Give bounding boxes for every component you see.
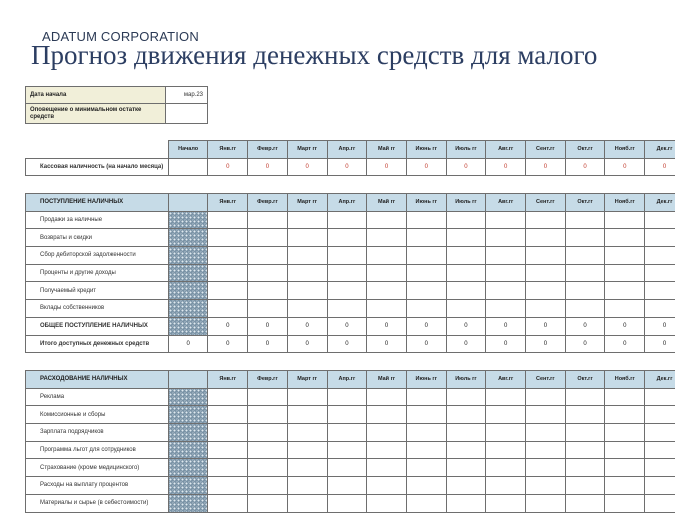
table-cell[interactable]: 0 xyxy=(168,335,208,353)
month-header: Сент.гг xyxy=(526,371,566,389)
month-header: Апр.гг xyxy=(327,141,367,159)
table-cell[interactable] xyxy=(327,229,367,247)
month-header: Янв.гг xyxy=(208,141,248,159)
table-cell[interactable] xyxy=(406,441,446,459)
table-cell[interactable] xyxy=(367,211,407,229)
month-header: Авг.гг xyxy=(486,371,526,389)
cash-on-hand-label: Кассовая наличность (на начало месяца) xyxy=(26,158,169,176)
table-cell[interactable] xyxy=(406,477,446,495)
table-cell[interactable] xyxy=(208,477,248,495)
table-cell[interactable] xyxy=(446,406,486,424)
pattern-cell xyxy=(168,247,208,265)
table-cell[interactable] xyxy=(367,282,407,300)
table-cell[interactable] xyxy=(248,282,288,300)
expenses-section-label: РАСХОДОВАНИЕ НАЛИЧНЫХ xyxy=(26,371,169,389)
row-label: Комиссионные и сборы xyxy=(26,406,169,424)
table-cell[interactable] xyxy=(367,229,407,247)
table-cell[interactable] xyxy=(168,158,208,176)
table-cell[interactable] xyxy=(327,406,367,424)
table-cell[interactable] xyxy=(526,459,566,477)
table-cell[interactable] xyxy=(327,264,367,282)
table-cell[interactable] xyxy=(406,264,446,282)
table-cell[interactable] xyxy=(565,424,605,442)
pattern-cell xyxy=(168,264,208,282)
total-receipts-label: ОБЩЕЕ ПОСТУПЛЕНИЕ НАЛИЧНЫХ xyxy=(26,317,169,335)
table-cell[interactable] xyxy=(446,282,486,300)
month-header: Дек.гг xyxy=(645,194,675,212)
month-header: Авг.гг xyxy=(486,194,526,212)
table-cell[interactable] xyxy=(287,300,327,318)
table-cell[interactable] xyxy=(565,477,605,495)
table-cell[interactable] xyxy=(208,211,248,229)
expense-rows xyxy=(26,388,675,512)
table-cell[interactable] xyxy=(367,264,407,282)
table-cell[interactable]: 0 xyxy=(526,317,566,335)
table-cell[interactable]: 0 xyxy=(208,317,248,335)
pattern-cell xyxy=(168,388,208,406)
cash-header-row xyxy=(26,141,675,159)
month-header: Окт.гг xyxy=(565,371,605,389)
table-cell[interactable] xyxy=(287,229,327,247)
table-cell[interactable] xyxy=(605,459,645,477)
table-cell[interactable] xyxy=(208,282,248,300)
table-cell[interactable] xyxy=(367,424,407,442)
row-label: Вклады собственников xyxy=(26,300,169,318)
month-header: Окт.гг xyxy=(565,141,605,159)
table-cell[interactable] xyxy=(208,247,248,265)
table-cell[interactable] xyxy=(248,247,288,265)
table-cell[interactable]: 0 xyxy=(327,317,367,335)
cash-on-hand-table xyxy=(25,140,675,176)
table-row xyxy=(26,388,675,406)
table-cell[interactable] xyxy=(526,406,566,424)
table-cell[interactable] xyxy=(208,264,248,282)
table-cell[interactable] xyxy=(446,441,486,459)
month-header: Февр.гг xyxy=(248,141,288,159)
row-label: Страхование (кроме медицинского) xyxy=(26,459,169,477)
table-row xyxy=(26,300,675,318)
table-cell[interactable]: 0 xyxy=(248,158,288,176)
cash-paid-out-table xyxy=(25,370,675,513)
table-cell[interactable]: 0 xyxy=(645,317,675,335)
table-cell[interactable] xyxy=(486,388,526,406)
row-label: Реклама xyxy=(26,388,169,406)
table-cell[interactable] xyxy=(486,264,526,282)
min-balance-value[interactable] xyxy=(166,104,208,124)
table-cell[interactable] xyxy=(248,406,288,424)
month-header: Июль гг xyxy=(446,194,486,212)
table-cell[interactable] xyxy=(367,300,407,318)
cash-on-hand-row xyxy=(26,158,675,176)
table-cell[interactable] xyxy=(526,424,566,442)
table-cell[interactable]: 0 xyxy=(248,335,288,353)
info-table xyxy=(25,86,208,124)
table-cell[interactable] xyxy=(526,282,566,300)
table-cell[interactable] xyxy=(565,441,605,459)
table-cell[interactable]: 0 xyxy=(565,158,605,176)
table-cell[interactable] xyxy=(287,247,327,265)
min-balance-label: Оповещение о минимальном остатке средств xyxy=(26,104,166,124)
table-cell[interactable] xyxy=(605,406,645,424)
table-cell[interactable] xyxy=(526,388,566,406)
table-cell[interactable] xyxy=(605,441,645,459)
table-cell[interactable] xyxy=(645,229,675,247)
table-row xyxy=(26,282,675,300)
table-cell[interactable]: 0 xyxy=(526,335,566,353)
month-header: Янв.гг xyxy=(208,194,248,212)
table-cell[interactable] xyxy=(486,247,526,265)
table-cell[interactable] xyxy=(287,459,327,477)
table-row xyxy=(26,494,675,512)
table-cell[interactable] xyxy=(248,211,288,229)
table-cell[interactable] xyxy=(605,388,645,406)
month-header: Март гг xyxy=(287,371,327,389)
table-cell[interactable] xyxy=(248,477,288,495)
table-cell[interactable]: 0 xyxy=(446,317,486,335)
table-cell[interactable]: 0 xyxy=(565,335,605,353)
month-header: Май гг xyxy=(367,371,407,389)
table-cell[interactable] xyxy=(406,229,446,247)
table-cell[interactable] xyxy=(645,282,675,300)
table-cell[interactable] xyxy=(645,424,675,442)
table-cell[interactable] xyxy=(605,264,645,282)
table-row xyxy=(26,406,675,424)
header-cell xyxy=(168,194,208,212)
pattern-cell xyxy=(168,300,208,318)
table-cell[interactable] xyxy=(565,211,605,229)
table-cell[interactable] xyxy=(605,477,645,495)
table-cell[interactable] xyxy=(248,388,288,406)
month-header: Нояб.гг xyxy=(605,194,645,212)
header-cell xyxy=(168,371,208,389)
table-cell[interactable] xyxy=(486,441,526,459)
month-header: Нояб.гг xyxy=(605,371,645,389)
table-cell[interactable]: 0 xyxy=(208,158,248,176)
month-header: Нояб.гг xyxy=(605,141,645,159)
table-cell[interactable] xyxy=(565,247,605,265)
table-cell[interactable]: 0 xyxy=(327,335,367,353)
table-cell[interactable]: 0 xyxy=(406,335,446,353)
blank-cell xyxy=(26,141,169,159)
month-header: Июнь гг xyxy=(406,371,446,389)
table-cell[interactable] xyxy=(605,494,645,512)
table-cell[interactable] xyxy=(208,459,248,477)
table-cell[interactable] xyxy=(287,282,327,300)
table-cell[interactable] xyxy=(446,388,486,406)
table-cell[interactable] xyxy=(605,229,645,247)
table-cell[interactable] xyxy=(526,229,566,247)
receipts-rows xyxy=(26,211,675,317)
table-cell[interactable] xyxy=(208,406,248,424)
table-cell[interactable] xyxy=(526,477,566,495)
table-cell[interactable] xyxy=(605,424,645,442)
table-cell[interactable]: 0 xyxy=(327,158,367,176)
month-header: Февр.гг xyxy=(248,194,288,212)
table-row xyxy=(26,264,675,282)
table-cell[interactable] xyxy=(248,494,288,512)
table-row xyxy=(26,247,675,265)
table-cell[interactable] xyxy=(406,300,446,318)
table-cell[interactable]: 0 xyxy=(287,335,327,353)
pattern-cell xyxy=(168,494,208,512)
page-title: Прогноз движения денежных средств для малого xyxy=(31,40,598,70)
table-cell[interactable]: 0 xyxy=(605,158,645,176)
table-cell[interactable] xyxy=(446,300,486,318)
table-cell[interactable] xyxy=(406,424,446,442)
table-cell[interactable] xyxy=(486,211,526,229)
table-cell[interactable]: 0 xyxy=(406,158,446,176)
table-cell[interactable]: 0 xyxy=(208,335,248,353)
table-cell[interactable] xyxy=(526,264,566,282)
table-cell[interactable] xyxy=(287,477,327,495)
pattern-cell xyxy=(168,211,208,229)
table-cell[interactable] xyxy=(406,388,446,406)
table-cell[interactable] xyxy=(526,211,566,229)
table-cell[interactable] xyxy=(645,406,675,424)
month-header: Сент.гг xyxy=(526,141,566,159)
table-cell[interactable] xyxy=(486,229,526,247)
table-cell[interactable]: 0 xyxy=(248,317,288,335)
table-row xyxy=(26,211,675,229)
table-cell[interactable] xyxy=(406,406,446,424)
table-row xyxy=(26,459,675,477)
table-cell[interactable] xyxy=(248,264,288,282)
table-cell[interactable] xyxy=(327,388,367,406)
table-cell[interactable] xyxy=(327,424,367,442)
table-cell[interactable] xyxy=(486,459,526,477)
month-header: Окт.гг xyxy=(565,194,605,212)
table-cell[interactable] xyxy=(526,247,566,265)
table-cell[interactable] xyxy=(367,494,407,512)
table-cell[interactable] xyxy=(565,264,605,282)
table-cell[interactable]: 0 xyxy=(367,158,407,176)
table-cell[interactable] xyxy=(645,300,675,318)
table-cell[interactable] xyxy=(446,247,486,265)
table-cell[interactable] xyxy=(565,282,605,300)
table-cell[interactable]: 0 xyxy=(645,158,675,176)
table-cell[interactable]: 0 xyxy=(486,158,526,176)
table-cell[interactable] xyxy=(486,406,526,424)
pattern-cell xyxy=(168,441,208,459)
table-cell[interactable] xyxy=(446,211,486,229)
table-cell[interactable] xyxy=(406,247,446,265)
table-cell[interactable] xyxy=(208,424,248,442)
table-cell[interactable] xyxy=(406,211,446,229)
row-label: Проценты и другие доходы xyxy=(26,264,169,282)
pattern-cell xyxy=(168,317,208,335)
row-label: Сбор дебиторской задолженности xyxy=(26,247,169,265)
row-label: Возвраты и скидки xyxy=(26,229,169,247)
table-cell[interactable] xyxy=(287,441,327,459)
row-label: Расходы на выплату процентов xyxy=(26,477,169,495)
table-cell[interactable] xyxy=(367,477,407,495)
table-cell[interactable] xyxy=(327,247,367,265)
table-cell[interactable] xyxy=(446,494,486,512)
table-cell[interactable] xyxy=(446,229,486,247)
table-cell[interactable]: 0 xyxy=(526,158,566,176)
table-cell[interactable] xyxy=(645,477,675,495)
table-cell[interactable] xyxy=(526,441,566,459)
table-cell[interactable] xyxy=(645,441,675,459)
row-label: Продажи за наличные xyxy=(26,211,169,229)
table-row xyxy=(26,424,675,442)
table-cell[interactable] xyxy=(327,459,367,477)
month-header: Июль гг xyxy=(446,141,486,159)
table-cell[interactable] xyxy=(367,247,407,265)
table-cell[interactable]: 0 xyxy=(645,335,675,353)
table-cell[interactable] xyxy=(287,406,327,424)
table-cell[interactable] xyxy=(327,441,367,459)
table-cell[interactable] xyxy=(565,494,605,512)
table-cell[interactable] xyxy=(406,494,446,512)
receipts-section-label: ПОСТУПЛЕНИЕ НАЛИЧНЫХ xyxy=(26,194,169,212)
table-cell[interactable] xyxy=(406,282,446,300)
table-cell[interactable] xyxy=(367,406,407,424)
row-label: Получаемый кредит xyxy=(26,282,169,300)
row-label: Материалы и сырье (в себестоимости) xyxy=(26,494,169,512)
month-header: Июль гг xyxy=(446,371,486,389)
pattern-cell xyxy=(168,424,208,442)
min-balance-row xyxy=(26,104,208,124)
table-cell[interactable] xyxy=(526,494,566,512)
table-cell[interactable] xyxy=(248,441,288,459)
table-cell[interactable]: 0 xyxy=(367,317,407,335)
table-cell[interactable] xyxy=(565,300,605,318)
start-date-value[interactable]: мар.23 xyxy=(166,87,208,104)
month-header: Янв.гг xyxy=(208,371,248,389)
row-label: Программа льгот для сотрудников xyxy=(26,441,169,459)
cash-receipts-table xyxy=(25,193,675,353)
month-header: Дек.гг xyxy=(645,141,675,159)
table-cell[interactable]: 0 xyxy=(605,317,645,335)
available-cash-label: Итого доступных денежных средств xyxy=(26,335,169,353)
table-cell[interactable] xyxy=(526,300,566,318)
table-cell[interactable] xyxy=(327,494,367,512)
table-cell[interactable] xyxy=(287,424,327,442)
table-cell[interactable] xyxy=(645,247,675,265)
table-cell[interactable] xyxy=(565,388,605,406)
table-cell[interactable] xyxy=(605,247,645,265)
table-cell[interactable]: 0 xyxy=(486,335,526,353)
company-name: ADATUM CORPORATION xyxy=(42,29,199,44)
table-cell[interactable]: 0 xyxy=(287,158,327,176)
table-cell[interactable] xyxy=(327,282,367,300)
available-cash-row xyxy=(26,335,675,353)
table-cell[interactable] xyxy=(287,388,327,406)
table-row xyxy=(26,229,675,247)
table-cell[interactable] xyxy=(486,494,526,512)
table-cell[interactable] xyxy=(486,424,526,442)
table-cell[interactable] xyxy=(248,424,288,442)
table-cell[interactable] xyxy=(248,300,288,318)
total-receipts-row xyxy=(26,317,675,335)
table-cell[interactable] xyxy=(645,211,675,229)
table-cell[interactable] xyxy=(605,211,645,229)
month-header: Апр.гг xyxy=(327,371,367,389)
pattern-cell xyxy=(168,459,208,477)
table-cell[interactable] xyxy=(367,388,407,406)
start-column-header: Начало xyxy=(168,141,208,159)
table-cell[interactable] xyxy=(565,406,605,424)
table-cell[interactable] xyxy=(287,264,327,282)
row-label: Зарплата подрядчиков xyxy=(26,424,169,442)
table-cell[interactable]: 0 xyxy=(605,335,645,353)
table-cell[interactable] xyxy=(446,459,486,477)
table-cell[interactable] xyxy=(645,388,675,406)
table-cell[interactable] xyxy=(406,459,446,477)
table-cell[interactable] xyxy=(248,459,288,477)
table-cell[interactable] xyxy=(446,477,486,495)
month-header: Май гг xyxy=(367,141,407,159)
table-row xyxy=(26,477,675,495)
table-cell[interactable] xyxy=(208,300,248,318)
table-cell[interactable] xyxy=(287,211,327,229)
table-row xyxy=(26,441,675,459)
month-header: Май гг xyxy=(367,194,407,212)
month-header: Март гг xyxy=(287,141,327,159)
table-cell[interactable] xyxy=(565,229,605,247)
table-cell[interactable] xyxy=(327,477,367,495)
table-cell[interactable] xyxy=(327,211,367,229)
table-cell[interactable] xyxy=(446,264,486,282)
pattern-cell xyxy=(168,477,208,495)
table-cell[interactable]: 0 xyxy=(486,317,526,335)
table-cell[interactable] xyxy=(486,300,526,318)
pattern-cell xyxy=(168,282,208,300)
table-cell[interactable] xyxy=(645,494,675,512)
pattern-cell xyxy=(168,229,208,247)
table-cell[interactable] xyxy=(645,459,675,477)
table-cell[interactable] xyxy=(645,264,675,282)
pattern-cell xyxy=(168,406,208,424)
table-cell[interactable] xyxy=(565,459,605,477)
table-cell[interactable]: 0 xyxy=(565,317,605,335)
table-cell[interactable] xyxy=(605,282,645,300)
table-cell[interactable] xyxy=(486,477,526,495)
month-header: Апр.гг xyxy=(327,194,367,212)
table-cell[interactable]: 0 xyxy=(446,158,486,176)
receipts-header-row xyxy=(26,194,675,212)
table-cell[interactable] xyxy=(208,441,248,459)
table-cell[interactable] xyxy=(287,494,327,512)
expenses-header-row xyxy=(26,371,675,389)
month-header: Дек.гг xyxy=(645,371,675,389)
month-header: Сент.гг xyxy=(526,194,566,212)
table-cell[interactable]: 0 xyxy=(287,317,327,335)
month-header: Авг.гг xyxy=(486,141,526,159)
table-cell[interactable] xyxy=(208,229,248,247)
month-header: Июнь гг xyxy=(406,141,446,159)
table-cell[interactable]: 0 xyxy=(406,317,446,335)
table-cell[interactable] xyxy=(367,441,407,459)
table-cell[interactable]: 0 xyxy=(446,335,486,353)
month-header: Март гг xyxy=(287,194,327,212)
table-cell[interactable] xyxy=(208,388,248,406)
start-date-row xyxy=(26,87,208,104)
table-cell[interactable] xyxy=(248,229,288,247)
table-cell[interactable] xyxy=(367,459,407,477)
start-date-label: Дата начала xyxy=(26,87,166,104)
table-cell[interactable] xyxy=(605,300,645,318)
table-cell[interactable] xyxy=(486,282,526,300)
month-header: Июнь гг xyxy=(406,194,446,212)
table-cell[interactable] xyxy=(446,424,486,442)
table-cell[interactable] xyxy=(327,300,367,318)
month-header: Февр.гг xyxy=(248,371,288,389)
table-cell[interactable] xyxy=(208,494,248,512)
table-cell[interactable]: 0 xyxy=(367,335,407,353)
